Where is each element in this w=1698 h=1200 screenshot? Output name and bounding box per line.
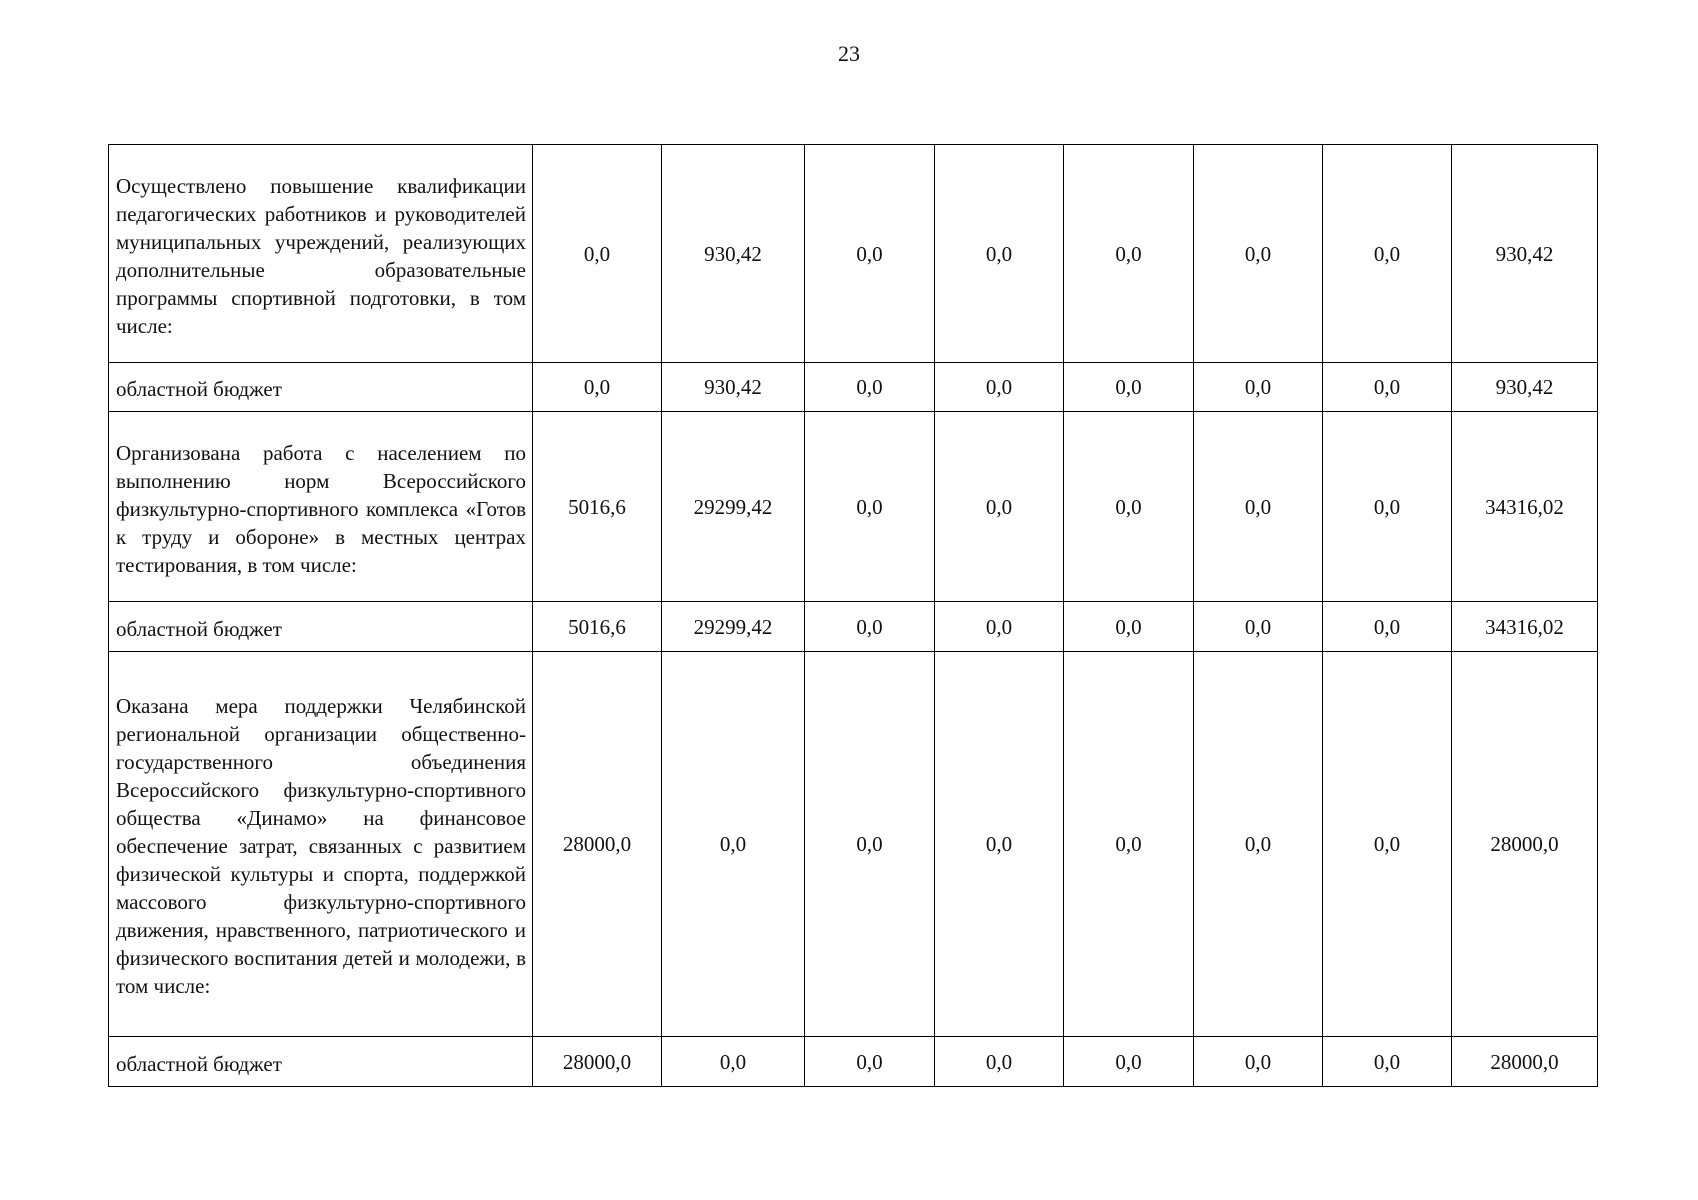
total-cell: 930,42 [1452,145,1598,363]
value-cell: 0,0 [935,1037,1064,1087]
value-cell: 930,42 [662,145,805,363]
value-cell: 0,0 [533,145,662,363]
total-cell: 930,42 [1452,363,1598,412]
value-cell: 5016,6 [533,412,662,602]
row-description: Оказана мера поддержки Челябинской региональной организации общественно-государственного объединения Всероссийского физкультурно-спортивного общества «Динамо» на финансовое обеспечение затрат, связанных с развитием физической культуры и спорта, поддержкой массового физкультурно-спортивного движения, нравственного, патриотического и физического воспитания детей и молодежи, в том числе: [109,652,533,1037]
value-cell: 0,0 [662,1037,805,1087]
table-row [109,1037,1598,1087]
budget-table [108,144,1598,1087]
total-cell: 34316,02 [1452,602,1598,652]
value-cell: 0,0 [1323,602,1452,652]
row-description: областной бюджет [109,363,533,412]
table-row [109,145,1598,363]
value-cell: 0,0 [805,145,935,363]
table-row [109,602,1598,652]
value-cell: 0,0 [662,652,805,1037]
value-cell: 0,0 [1064,412,1194,602]
value-cell: 0,0 [805,1037,935,1087]
value-cell: 0,0 [805,363,935,412]
row-description: Осуществлено повышение квалификации педагогических работников и руководителей муниципальных учреждений, реализующих дополнительные образовательные программы спортивной подготовки, в том числе: [109,145,533,363]
value-cell: 28000,0 [533,652,662,1037]
value-cell: 930,42 [662,363,805,412]
row-description: областной бюджет [109,1037,533,1087]
value-cell: 29299,42 [662,412,805,602]
table-row [109,412,1598,602]
total-cell: 28000,0 [1452,652,1598,1037]
total-cell: 34316,02 [1452,412,1598,602]
value-cell: 0,0 [1323,363,1452,412]
value-cell: 0,0 [1194,652,1323,1037]
value-cell: 0,0 [1323,652,1452,1037]
value-cell: 0,0 [1064,652,1194,1037]
value-cell: 0,0 [1194,145,1323,363]
value-cell: 0,0 [1194,1037,1323,1087]
page-number: 23 [838,41,860,66]
total-cell: 28000,0 [1452,1037,1598,1087]
value-cell: 0,0 [805,652,935,1037]
value-cell: 0,0 [1194,602,1323,652]
value-cell: 28000,0 [533,1037,662,1087]
value-cell: 0,0 [1194,363,1323,412]
value-cell: 0,0 [1323,412,1452,602]
value-cell: 0,0 [1064,363,1194,412]
value-cell: 29299,42 [662,602,805,652]
value-cell: 0,0 [1323,145,1452,363]
value-cell: 0,0 [805,602,935,652]
value-cell: 0,0 [935,602,1064,652]
value-cell: 0,0 [935,412,1064,602]
value-cell: 0,0 [533,363,662,412]
value-cell: 5016,6 [533,602,662,652]
row-description: Организована работа с населением по выполнению норм Всероссийского физкультурно-спортивного комплекса «Готов к труду и обороне» в местных центрах тестирования, в том числе: [109,412,533,602]
value-cell: 0,0 [805,412,935,602]
value-cell: 0,0 [1064,1037,1194,1087]
value-cell: 0,0 [935,363,1064,412]
value-cell: 0,0 [1194,412,1323,602]
value-cell: 0,0 [1323,1037,1452,1087]
value-cell: 0,0 [1064,602,1194,652]
row-description: областной бюджет [109,602,533,652]
value-cell: 0,0 [935,145,1064,363]
table-row [109,652,1598,1037]
value-cell: 0,0 [935,652,1064,1037]
value-cell: 0,0 [1064,145,1194,363]
table-row [109,363,1598,412]
